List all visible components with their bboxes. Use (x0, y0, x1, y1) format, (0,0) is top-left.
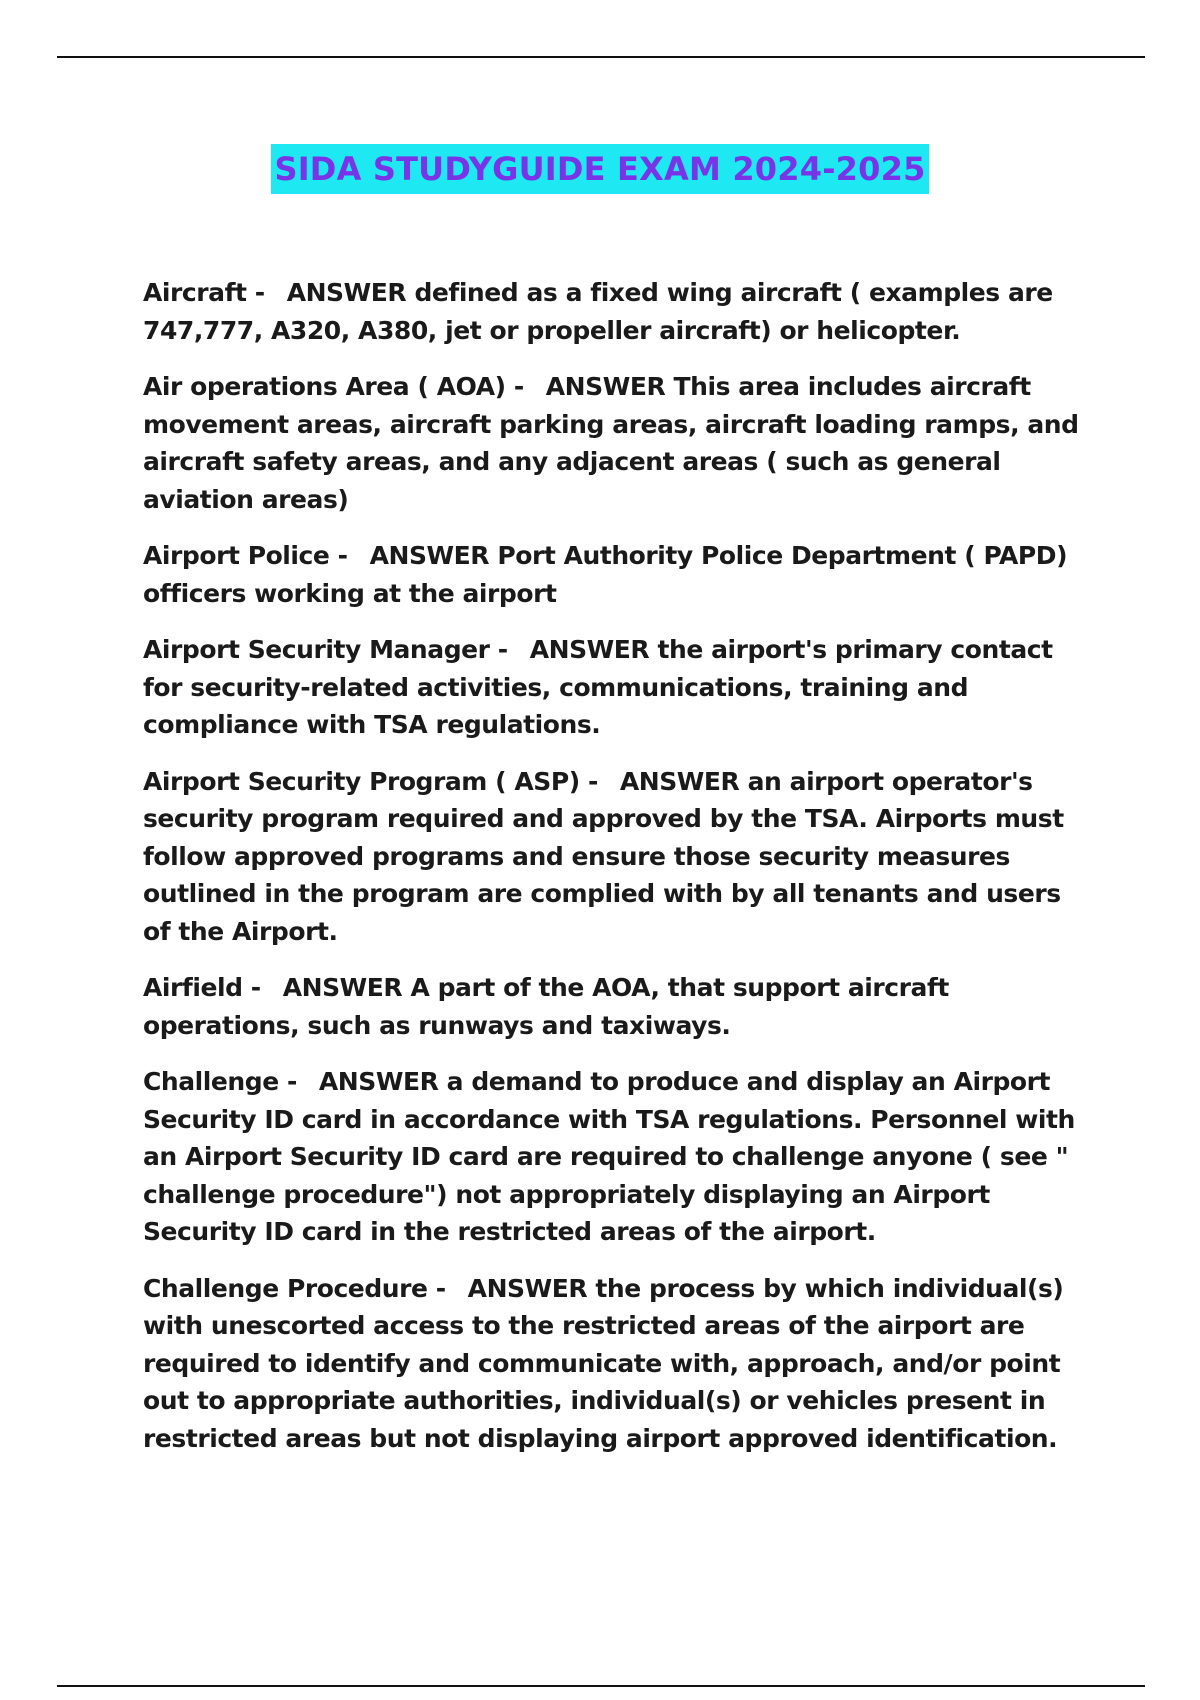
glossary-entry (143, 537, 1083, 612)
answer-label: ANSWER (369, 541, 490, 570)
entry-term: Airfield - (143, 973, 261, 1002)
entry-term: Challenge - (143, 1067, 297, 1096)
glossary-list (143, 274, 1083, 1476)
entry-definition: a demand to produce and display an Airport Security ID card in accordance with TSA regulations. Personnel with an Airport Security ID card are required to challenge anyone ( see " challenge procedure") not appropriately displaying an Airport Security ID card in the restricted areas of the airport. (143, 1067, 1075, 1246)
footer-rule (57, 1685, 1145, 1687)
entry-definition: the airport's primary contact for security-related activities, communications, training and compliance with TSA regulations. (143, 635, 1053, 739)
entry-term: Aircraft - (143, 278, 265, 307)
entry-definition: This area includes aircraft movement areas, aircraft parking areas, aircraft loading ramps, and aircraft safety areas, and any adjacent areas ( such as general aviation areas) (143, 372, 1079, 514)
answer-label: ANSWER (619, 766, 740, 796)
entry-definition: Port Authority Police Department ( PAPD) officers working at the airport (143, 541, 1068, 608)
header-rule (57, 56, 1145, 58)
glossary-entry (143, 274, 1083, 349)
answer-label: ANSWER (467, 1273, 588, 1303)
glossary-entry (143, 763, 1083, 951)
entry-term: Air operations Area ( AOA) - (143, 372, 524, 401)
entry-term: Airport Police - (143, 541, 348, 570)
answer-label: ANSWER (318, 1067, 439, 1096)
entry-definition: an airport operator's security program required and approved by the TSA. Airports must follow approved programs and ensure those security measures outlined in the program are complied with by all tenants and users of the Airport. (143, 766, 1064, 946)
answer-label: ANSWER (529, 635, 650, 664)
glossary-entry (143, 368, 1083, 518)
entry-term: Airport Security Program ( ASP) - (143, 766, 598, 796)
title-container (0, 144, 1200, 194)
entry-definition: the process by which individual(s) with unescorted access to the restricted areas of the airport are required to identify and communicate with, approach, and/or point out to appropriate authorities, individual(s) or vehicles present in restricted areas but not displaying airport approved identification. (143, 1273, 1064, 1453)
entry-definition: defined as a fixed wing aircraft ( examples are 747,777, A320, A380, jet or propeller aircraft) or helicopter. (143, 278, 1053, 345)
answer-label: ANSWER (545, 372, 666, 401)
answer-label: ANSWER (286, 278, 407, 307)
answer-label: ANSWER (282, 973, 403, 1002)
entry-term: Challenge Procedure - (143, 1273, 446, 1303)
document-title: SIDA STUDYGUIDE EXAM 2024-2025 (271, 144, 928, 194)
glossary-entry (143, 1063, 1083, 1251)
glossary-entry (143, 1270, 1083, 1458)
glossary-entry (143, 631, 1083, 744)
glossary-entry (143, 969, 1083, 1044)
entry-definition: A part of the AOA, that support aircraft operations, such as runways and taxiways. (143, 973, 949, 1040)
entry-term: Airport Security Manager - (143, 635, 508, 664)
